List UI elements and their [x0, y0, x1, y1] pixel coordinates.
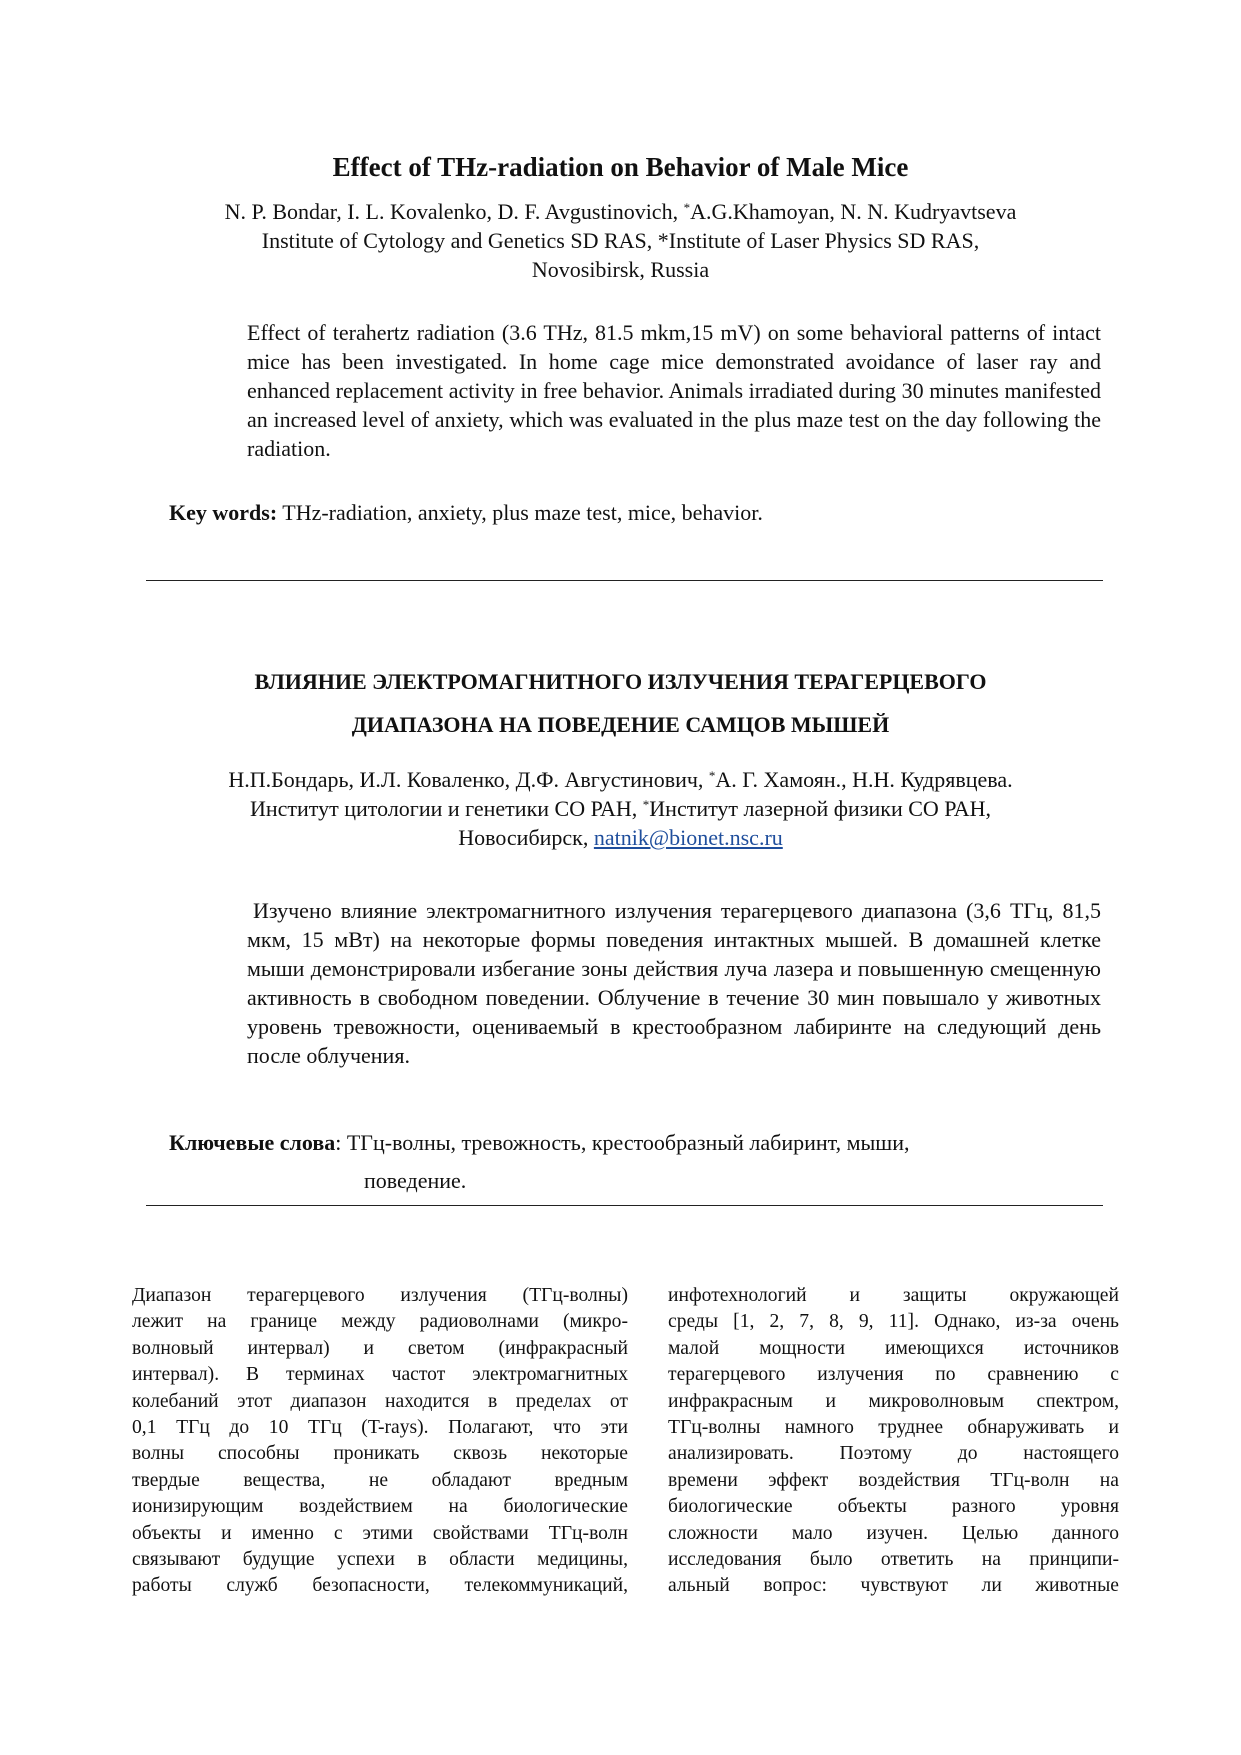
footnote-mark: *	[642, 797, 650, 812]
body-line: ионизирующим воздействием на биологические	[132, 1496, 628, 1518]
body-line: лежит на границе между радиоволнами (микро-	[132, 1311, 628, 1333]
body-right-column	[668, 1283, 1119, 1600]
russian-affiliation	[0, 794, 1241, 823]
russian-city	[0, 823, 1241, 852]
body-line: терагерцевого излучения по сравнению с	[668, 1364, 1119, 1386]
russian-keywords	[169, 1130, 910, 1156]
body-line: связывают будущие успехи в области медицины,	[132, 1549, 628, 1571]
keywords-text: THz-radiation, anxiety, plus maze test, mice, behavior.	[277, 500, 763, 525]
divider	[146, 580, 1103, 581]
authors-part: Н.П.Бондарь, И.Л. Коваленко, Д.Ф. Августинович,	[228, 767, 709, 792]
authors-part: N. P. Bondar, I. L. Kovalenko, D. F. Avgustinovich,	[224, 199, 684, 224]
body-line: инфотехнологий и защиты окружающей	[668, 1285, 1119, 1306]
english-title: Effect of THz-radiation on Behavior of Male Mice	[332, 152, 909, 182]
keywords-text: : ТГц-волны, тревожность, крестообразный лабиринт, мыши,	[335, 1130, 910, 1155]
body-line: Диапазон терагерцевого излучения (ТГц-волны)	[132, 1285, 628, 1306]
english-affiliation: Institute of Cytology and Genetics SD RAS, *Institute of Laser Physics SD RAS,	[261, 228, 980, 253]
body-line: интервал). В терминах частот электромагнитных	[132, 1364, 628, 1386]
body-line: инфракрасным и микроволновым спектром,	[668, 1390, 1119, 1412]
russian-authors	[0, 765, 1241, 794]
body-line: ТГц-волны намного труднее обнаруживать и	[668, 1417, 1119, 1439]
authors-part: A.G.Khamoyan, N. N. Kudryavtseva	[690, 199, 1017, 224]
body-line: малой мощности имеющихся источников	[668, 1337, 1119, 1359]
english-authors	[0, 197, 1241, 226]
russian-keywords-continued: поведение.	[364, 1168, 467, 1193]
authors-part: А. Г. Хамоян., Н.Н. Кудрявцева.	[715, 767, 1013, 792]
keywords-label: Ключевые слова	[169, 1130, 336, 1155]
footnote-mark: *	[683, 200, 691, 215]
email-link[interactable]: natnik@bionet.nsc.ru	[593, 825, 783, 850]
body-line: 0,1 ТГц до 10 ТГц (T-rays). Полагают, что эти	[132, 1417, 628, 1439]
body-left-column	[132, 1283, 628, 1600]
body-line: сложности мало изучен. Целью данного	[668, 1522, 1119, 1544]
body-line: работы служб безопасности, телекоммуникаций,	[132, 1575, 628, 1597]
city-text: Новосибирск,	[458, 825, 594, 850]
body-line: колебаний этот диапазон находится в пределах от	[132, 1390, 628, 1412]
body-line: анализировать. Поэтому до настоящего	[668, 1443, 1119, 1465]
body-line: альный вопрос: чувствуют ли животные	[668, 1575, 1119, 1597]
body-line: твердые вещества, не обладают вредным	[132, 1469, 628, 1491]
divider	[146, 1205, 1103, 1206]
russian-abstract: Изучено влияние электромагнитного излучения терагерцевого диапазона (3,6 ТГц, 81,5 мкм, 15 мВт) на некоторые формы поведения интактных мышей. В домашней клетке мыши демонстрировали избегание зоны действия луча лазера и повышенную смещенную активность в свободном поведении. Облучение в течение 30 мин повышало у животных уровень тревожности, оцениваемый в крестообразном лабиринте на следующий день после облучения.	[247, 898, 1101, 1068]
body-line: волновый интервал) и светом (инфракрасный	[132, 1337, 628, 1359]
body-line: времени эффект воздействия ТГц-волн на	[668, 1469, 1119, 1491]
english-keywords	[169, 500, 763, 526]
affiliation-part: Институт цитологии и генетики СО РАН,	[249, 796, 643, 821]
russian-title-line1: ВЛИЯНИЕ ЭЛЕКТРОМАГНИТНОГО ИЗЛУЧЕНИЯ ТЕРАГЕРЦЕВОГО	[254, 669, 987, 694]
russian-title-line2: ДИАПАЗОНА НА ПОВЕДЕНИЕ САМЦОВ МЫШЕЙ	[351, 712, 890, 737]
body-line: волны способны проникать сквозь некоторые	[132, 1443, 628, 1465]
keywords-label: Key words:	[169, 500, 278, 525]
english-city: Novosibirsk, Russia	[531, 257, 710, 282]
english-abstract: Effect of terahertz radiation (3.6 THz, 81.5 mkm,15 mV) on some behavioral patterns of intact mice has been investigated. In home cage mice demonstrated avoidance of laser ray and enhanced replacement activity in free behavior. Animals irradiated during 30 minutes manifested an increased level of anxiety, which was evaluated in the plus maze test on the day following the radiation.	[247, 320, 1101, 461]
body-line: среды [1, 2, 7, 8, 9, 11]. Однако, из-за очень	[668, 1311, 1119, 1333]
body-line: исследования было ответить на принципи-	[668, 1549, 1119, 1571]
body-line: биологические объекты разного уровня	[668, 1496, 1119, 1518]
footnote-mark: *	[708, 768, 716, 783]
affiliation-part: Институт лазерной физики СО РАН,	[649, 796, 992, 821]
body-line: объекты и именно с этими свойствами ТГц-волн	[132, 1522, 628, 1544]
